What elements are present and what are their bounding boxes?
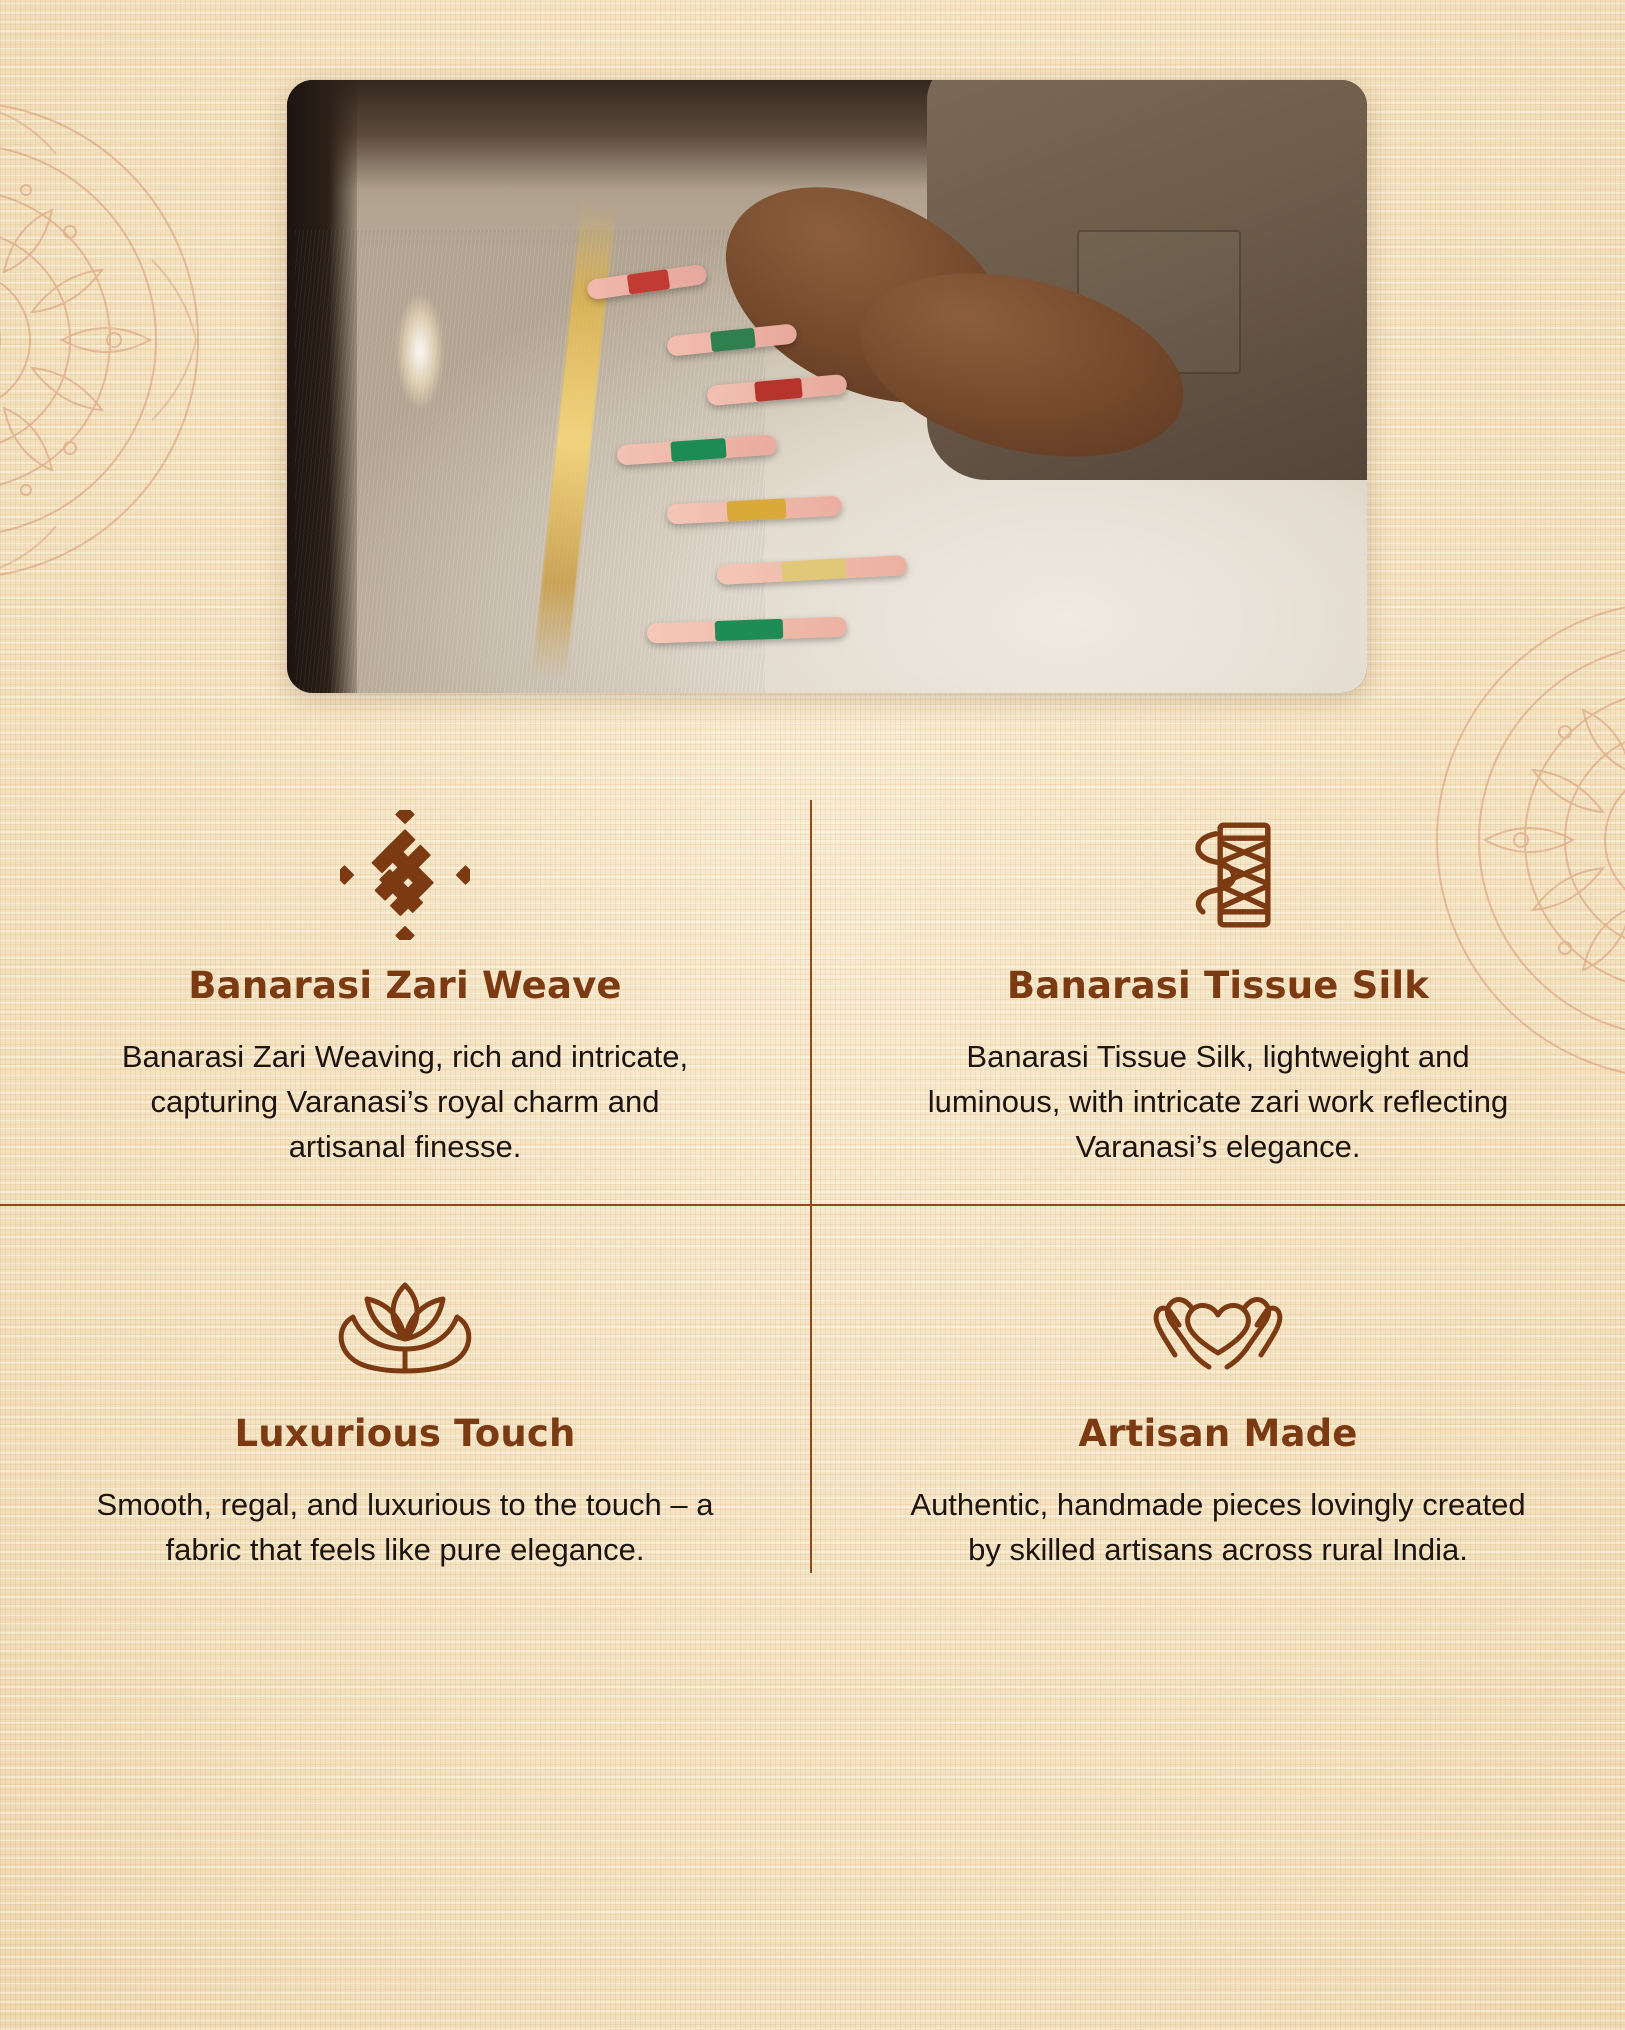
feature-card-banarasi-tissue-silk xyxy=(812,800,1624,1204)
feature-title: Banarasi Zari Weave xyxy=(188,964,622,1007)
lotus-icon xyxy=(96,1248,714,1398)
feature-description: Banarasi Tissue Silk, lightweight and luminous, with intricate zari work reflecting Varanasi’s elegance. xyxy=(927,1039,1509,1164)
feature-description: Smooth, regal, and luxurious to the touch – a fabric that feels like pure elegance. xyxy=(96,1486,714,1567)
feature-title: Artisan Made xyxy=(1078,1411,1358,1455)
features-row-top xyxy=(0,800,1625,1204)
silk-highlight xyxy=(397,295,443,407)
handloom-artisan-photo xyxy=(287,80,1367,693)
feature-title: Luxurious Touch xyxy=(234,1411,576,1455)
features-grid xyxy=(0,800,1625,1573)
photo-image xyxy=(287,80,1367,693)
thread-spool-icon xyxy=(908,800,1528,950)
feature-card-artisan-made xyxy=(812,1206,1624,1573)
feature-description: Banarasi Zari Weaving, rich and intricate, capturing Varanasi’s royal charm and artisanal finesse. xyxy=(121,1039,689,1164)
woven-knot-icon xyxy=(96,800,714,950)
features-row-bottom xyxy=(0,1204,1625,1573)
hands-heart-icon xyxy=(908,1248,1528,1398)
feature-card-luxurious-touch xyxy=(0,1206,812,1573)
feature-card-banarasi-zari-weave xyxy=(0,800,812,1204)
feature-title: Banarasi Tissue Silk xyxy=(1006,964,1430,1007)
feature-description: Authentic, handmade pieces lovingly created by skilled artisans across rural India. xyxy=(910,1486,1526,1567)
